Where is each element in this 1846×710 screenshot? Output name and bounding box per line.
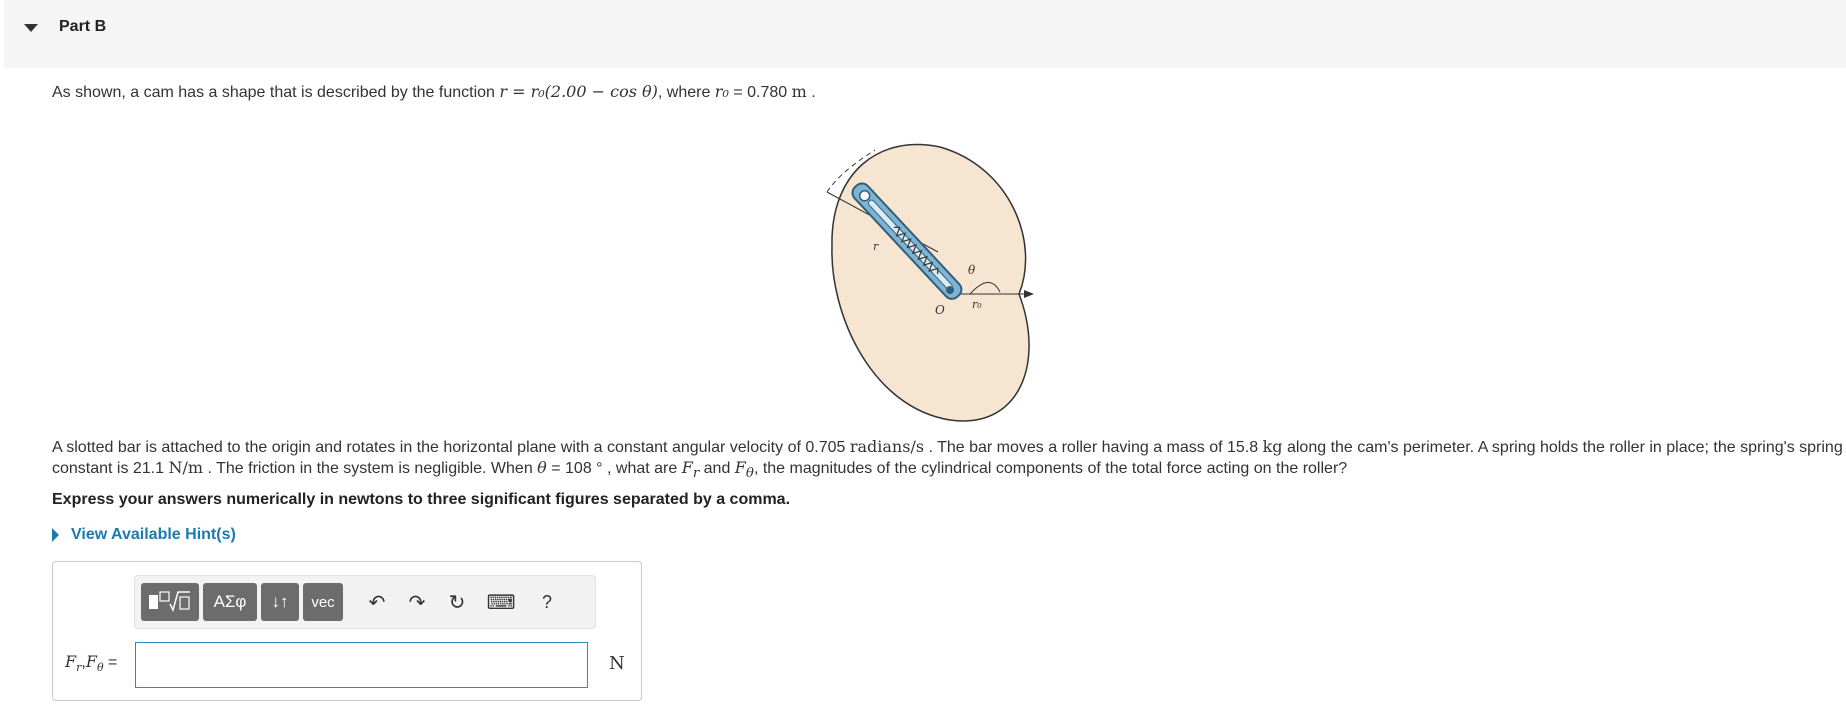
part-header[interactable] xyxy=(4,0,1846,68)
arrows-button[interactable]: ↓↑ xyxy=(261,583,299,621)
intro-text xyxy=(52,82,816,102)
pivot-origin xyxy=(946,286,954,294)
part-title: Part B xyxy=(59,18,107,35)
p2-ft-sub: θ xyxy=(745,466,754,482)
answer-input[interactable] xyxy=(135,642,588,688)
redo-icon[interactable]: ↷ xyxy=(408,591,426,614)
caret-right-icon xyxy=(52,528,59,542)
label-f1: F xyxy=(65,652,77,671)
problem-line-1 xyxy=(52,437,1843,457)
collapse-caret-icon[interactable] xyxy=(24,24,38,32)
intro-r0: r₀ xyxy=(714,82,729,101)
p2-theta: θ xyxy=(537,458,547,477)
p2-b: . The friction in the system is negligible. When xyxy=(203,460,538,477)
undo-icon[interactable]: ↶ xyxy=(368,591,386,614)
reset-icon[interactable]: ↻ xyxy=(448,591,466,614)
label-f1-sub: r xyxy=(76,661,82,675)
intro-formula: r = r₀(2.00 − cos θ) xyxy=(499,82,658,101)
greek-button[interactable]: ΑΣφ xyxy=(203,583,257,621)
x-axis-arrowhead xyxy=(1024,290,1034,298)
intro-mid: , where xyxy=(657,84,715,101)
math-toolbar xyxy=(134,575,596,629)
label-theta: θ xyxy=(968,263,976,277)
answer-label xyxy=(65,652,117,674)
p1-b: . The bar moves a roller having a mass of 15.8 xyxy=(924,439,1263,456)
p1-unit-1: radians/s xyxy=(849,437,925,456)
p1-c: along the cam's perimeter. A spring holds the roller in place; the spring's spring xyxy=(1282,439,1843,456)
p2-ft: F xyxy=(734,458,746,477)
problem-line-2 xyxy=(52,458,1347,481)
label-f2-sub: θ xyxy=(96,661,104,675)
p1-a: A slotted bar is attached to the origin and rotates in the horizontal plane with a constant angular velocity of 0.705 xyxy=(52,439,850,456)
templates-button[interactable] xyxy=(141,583,199,621)
answer-unit: N xyxy=(609,653,625,674)
p2-fr: F xyxy=(681,458,693,477)
templates-icon xyxy=(147,589,193,615)
label-origin: O xyxy=(935,303,945,317)
hint-label[interactable]: View Available Hint(s) xyxy=(71,526,236,543)
keyboard-icon[interactable]: ⌨ xyxy=(486,591,516,614)
label-eq: = xyxy=(103,654,118,671)
p2-unit-1: N/m xyxy=(168,458,204,477)
p2-d: , the magnitudes of the cylindrical components of the total force acting on the roller? xyxy=(753,460,1348,477)
p2-fr-sub: r xyxy=(692,466,700,482)
intro-eq: = 0.780 xyxy=(728,84,792,101)
p2-and: and xyxy=(699,460,735,477)
label-sep: , xyxy=(81,654,86,671)
p2-a: constant is 21.1 xyxy=(52,460,169,477)
intro-unit: m xyxy=(791,82,807,101)
intro-end: . xyxy=(806,84,816,101)
p1-unit-2: kg xyxy=(1262,437,1283,456)
p2-c: = 108 ° , what are xyxy=(546,460,682,477)
label-f2: F xyxy=(85,652,97,671)
help-icon[interactable]: ? xyxy=(541,591,552,612)
label-r: r xyxy=(873,240,879,253)
label-r0: r₀ xyxy=(972,298,982,311)
intro-prefix: As shown, a cam has a shape that is described by the function xyxy=(52,84,500,101)
instruction: Express your answers numerically in newtons to three significant figures separated by a comma. xyxy=(52,491,791,508)
view-hints-link[interactable] xyxy=(52,526,236,544)
answer-box xyxy=(52,561,642,701)
cam-figure xyxy=(810,112,1090,432)
vec-button[interactable]: vec xyxy=(303,583,343,621)
